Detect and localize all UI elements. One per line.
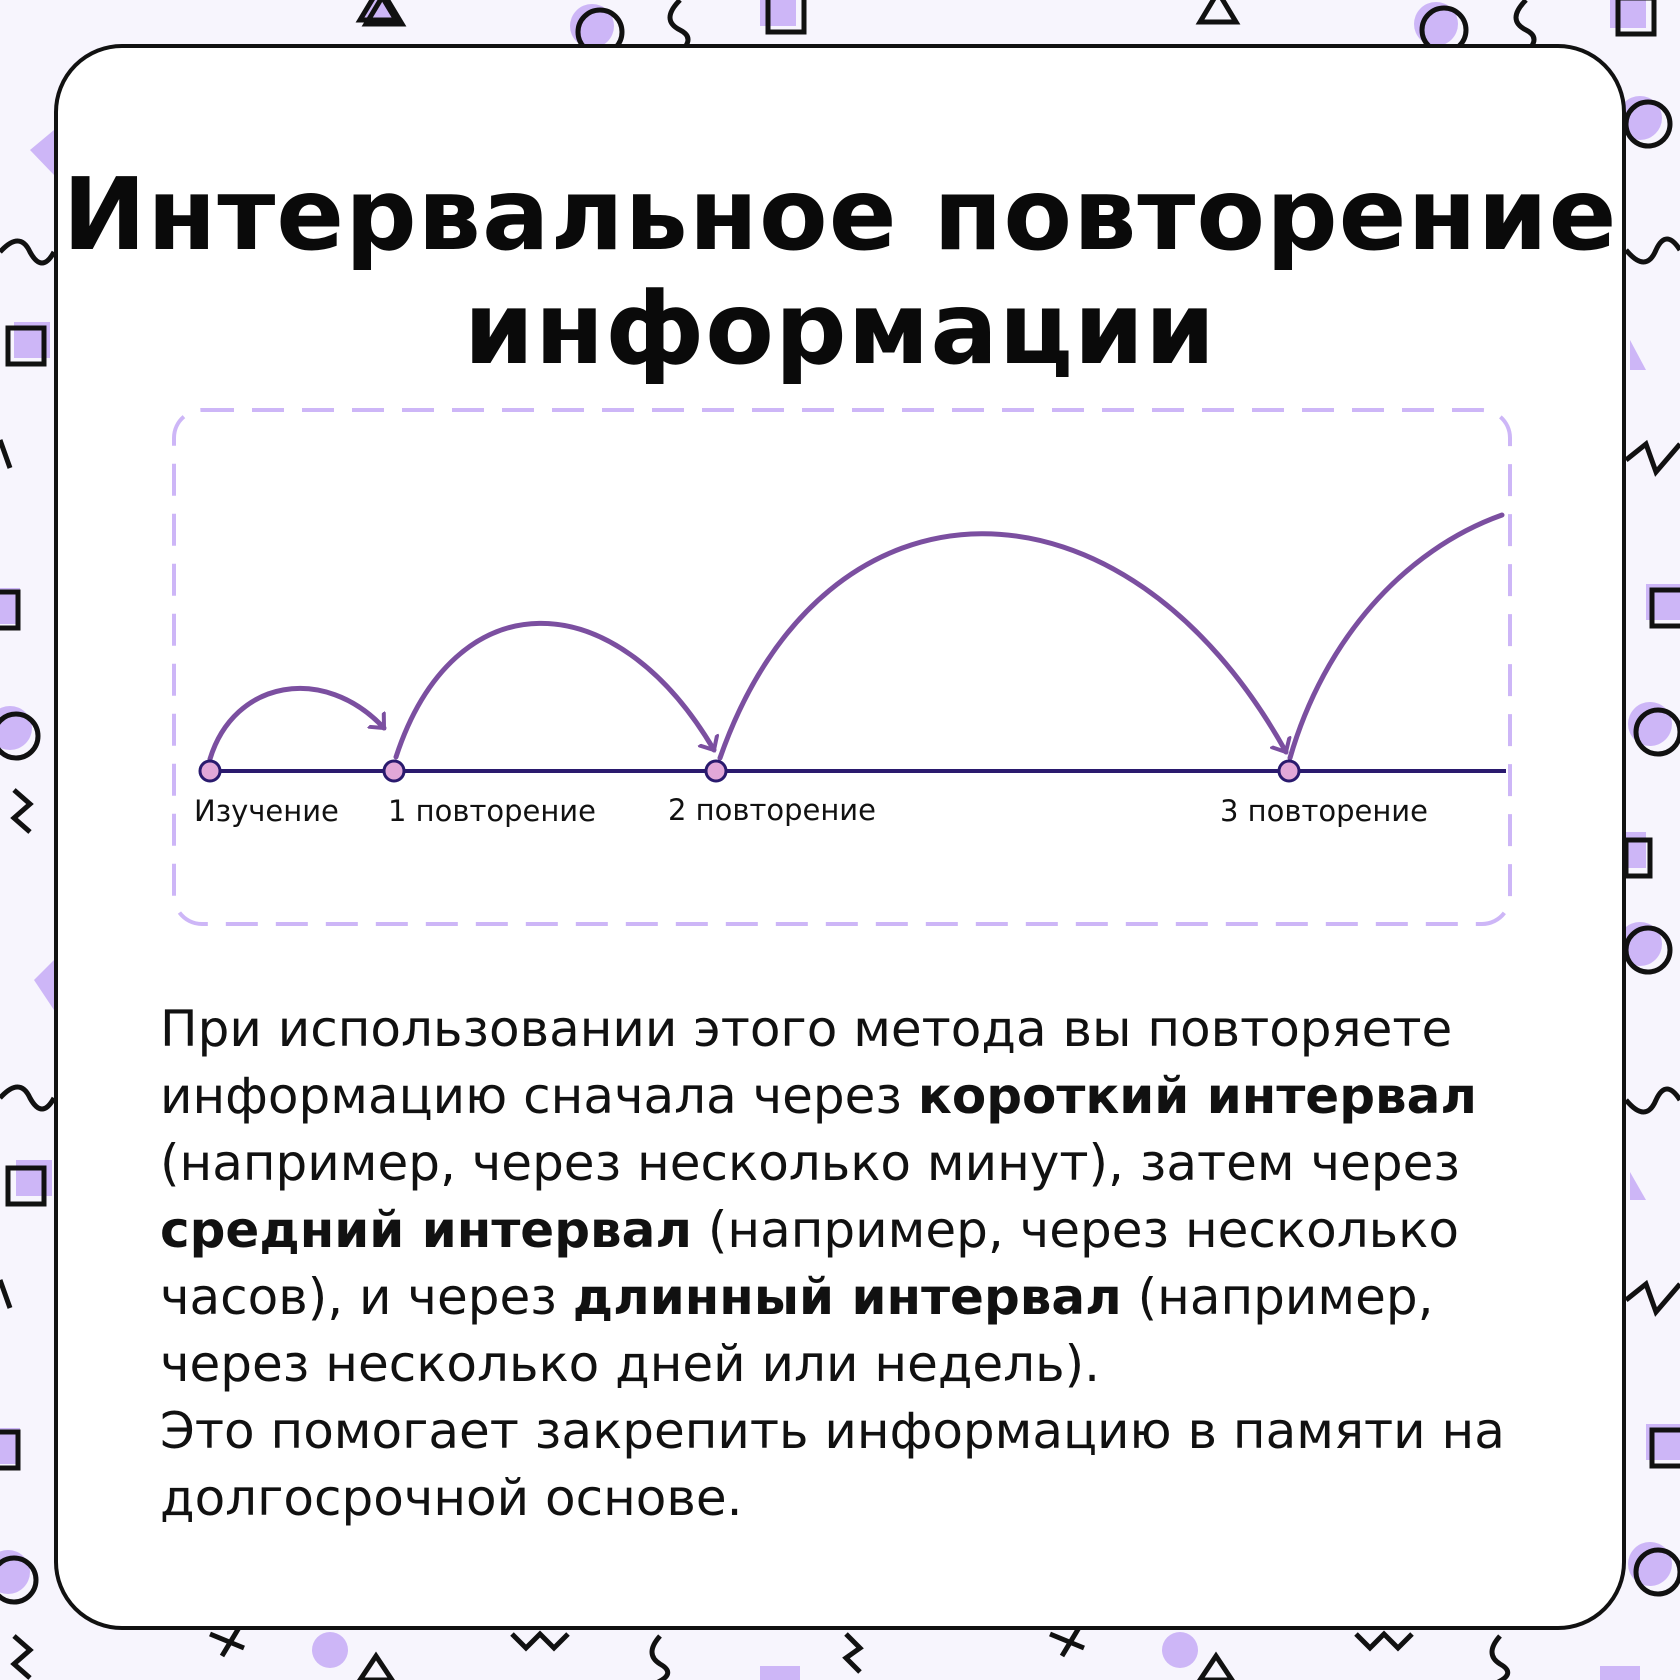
zigzag-shape bbox=[1626, 1284, 1680, 1312]
text-short-example: (например, через несколько минут), затем через bbox=[160, 1134, 1460, 1192]
page-title bbox=[58, 158, 1622, 386]
text-conclusion: Это помогает закрепить информацию в памяти на долгосрочной основе. bbox=[160, 1402, 1505, 1527]
triangle-shape bbox=[1200, 0, 1236, 22]
arc-long-interval bbox=[720, 534, 1286, 758]
title-line-2: информации bbox=[463, 270, 1217, 387]
node-repeat-1 bbox=[384, 761, 404, 781]
node-repeat-3 bbox=[1279, 761, 1299, 781]
label-repeat-3: 3 повторение bbox=[1220, 794, 1428, 828]
square-shape bbox=[8, 1160, 52, 1204]
squiggle-shape bbox=[0, 1087, 54, 1109]
square-shape bbox=[0, 588, 20, 628]
arc-short-interval bbox=[210, 688, 384, 759]
zigzag-shape bbox=[14, 790, 30, 832]
triangle-shape bbox=[1630, 340, 1646, 370]
text-medium-example: (например, через несколько часов), и через bbox=[160, 1201, 1459, 1326]
zigzag-shape bbox=[0, 1280, 10, 1308]
circle-shape bbox=[1162, 1632, 1198, 1668]
triangle-shape bbox=[34, 960, 54, 1010]
cross-shape bbox=[210, 1626, 244, 1656]
triangle-shape bbox=[1630, 1172, 1646, 1200]
bold-medium-interval: средний интервал bbox=[160, 1201, 693, 1259]
node-repeat-2 bbox=[706, 761, 726, 781]
zigzag-shape bbox=[1626, 444, 1680, 472]
square-shape bbox=[0, 1428, 20, 1468]
text-long-example: (например, через несколько дней или недель). bbox=[160, 1268, 1434, 1393]
bold-short-interval: короткий интервал bbox=[917, 1067, 1478, 1125]
cross-shape bbox=[1050, 1626, 1084, 1656]
description-paragraph bbox=[160, 996, 1520, 1532]
square-shape bbox=[1646, 584, 1680, 626]
triangle-shape bbox=[360, 1656, 392, 1680]
zigzag-shape bbox=[0, 440, 10, 468]
circle-shape bbox=[1628, 1542, 1680, 1594]
diagram-frame bbox=[174, 410, 1510, 924]
squiggle-shape bbox=[1626, 1089, 1680, 1112]
square-shape bbox=[8, 322, 50, 364]
title-line-1: Интервальное повторение bbox=[62, 156, 1618, 273]
triangle-shape bbox=[1200, 1656, 1232, 1680]
squiggle-shape bbox=[1626, 239, 1680, 262]
square-shape bbox=[1600, 1666, 1640, 1680]
squiggle-shape bbox=[0, 241, 54, 263]
zigzag-shape bbox=[512, 1634, 568, 1648]
squiggle-shape bbox=[1492, 1636, 1508, 1680]
square-shape bbox=[760, 0, 804, 32]
square-shape bbox=[1646, 1424, 1680, 1466]
bold-long-interval: длинный интервал bbox=[572, 1268, 1122, 1326]
square-shape bbox=[1626, 832, 1650, 876]
label-repeat-2: 2 повторение bbox=[668, 793, 876, 827]
square-shape bbox=[1610, 0, 1654, 34]
arc-medium-interval bbox=[396, 623, 714, 757]
triangle-shape bbox=[360, 0, 402, 24]
zigzag-shape bbox=[846, 1634, 860, 1672]
circle-shape bbox=[1628, 702, 1680, 754]
text-intro: При использовании этого метода вы повторяете информацию сначала через bbox=[160, 1000, 1453, 1125]
circle-shape bbox=[0, 706, 38, 758]
square-shape bbox=[760, 1666, 800, 1680]
spaced-repetition-diagram bbox=[164, 400, 1524, 940]
arc-next-interval bbox=[1290, 515, 1502, 758]
circle-shape bbox=[0, 1550, 36, 1602]
zigzag-shape bbox=[14, 1636, 30, 1678]
label-study: Изучение bbox=[194, 794, 339, 828]
squiggle-shape bbox=[652, 1636, 668, 1680]
triangle-shape bbox=[30, 130, 54, 175]
node-study bbox=[200, 761, 220, 781]
circle-shape bbox=[312, 1632, 348, 1668]
label-repeat-1: 1 повторение bbox=[388, 794, 596, 828]
zigzag-shape bbox=[1356, 1634, 1412, 1648]
